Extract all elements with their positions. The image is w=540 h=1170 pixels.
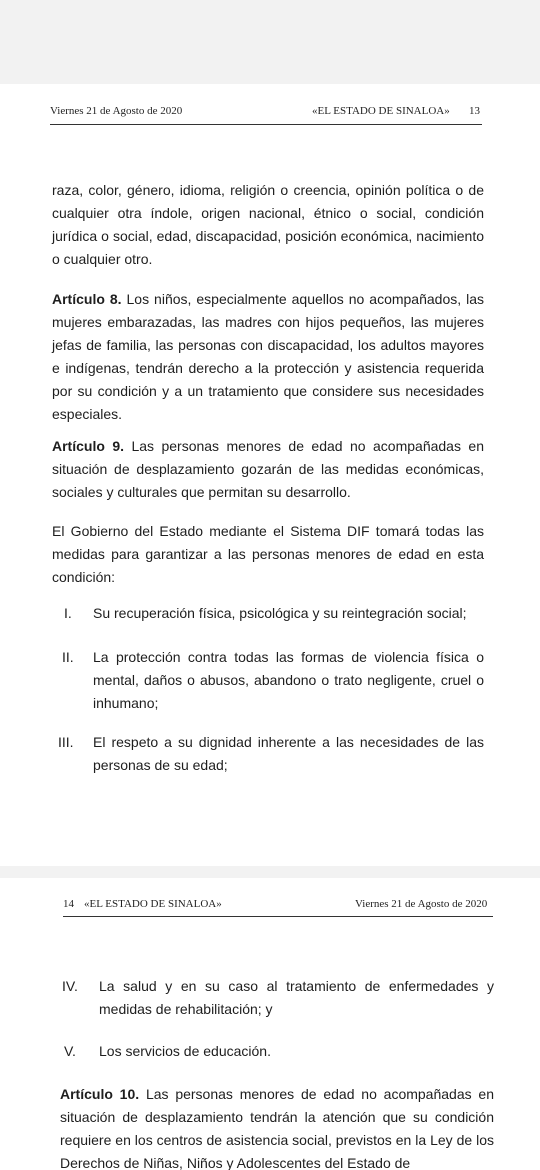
header-page-number: 14 (63, 898, 74, 910)
list-item-number: I. (64, 605, 72, 621)
page-13 (0, 84, 540, 866)
list-item-text: La salud y en su caso al tratamiento de enfermedades y medidas de rehabilitación; y (99, 978, 494, 1017)
list-item-iv (62, 975, 494, 1021)
article-10-heading: Artículo 10. (60, 1086, 140, 1102)
paragraph-text: raza, color, género, idioma, religión o creencia, opinión política o de cualquier otra índole, origen nacional, étnico o social, condición jurídica o social, edad, discapacidad, posición económica, nacimiento o cualquier otro. (52, 182, 484, 267)
header-rule (63, 916, 493, 917)
list-item-ii (62, 646, 484, 715)
header-publication: «EL ESTADO DE SINALOA» (84, 898, 222, 910)
header-rule (50, 124, 482, 125)
article-9-text: Las personas menores de edad no acompañadas en situación de desplazamiento gozarán de las medidas económicas, sociales y culturales que permitan su desarrollo. (52, 438, 484, 500)
article-10 (60, 1083, 494, 1170)
page-14 (0, 878, 540, 1170)
list-item-i (64, 602, 484, 625)
article-8-text: Los niños, especialmente aquellos no acompañados, las mujeres embarazadas, las madres con hijos pequeños, las mujeres jefas de familia, las personas con discapacidad, los adultos mayores e indígenas, tendrán derecho a la protección y asistencia requerida por su condición y a un tratamiento que considere sus necesidades especiales. (52, 291, 484, 422)
header-publication: «EL ESTADO DE SINALOA» (312, 105, 450, 117)
list-item-text: El respeto a su dignidad inherente a las necesidades de las personas de su edad; (93, 734, 484, 773)
list-item-number: V. (64, 1043, 76, 1059)
article-9 (52, 435, 484, 504)
paragraph-text: El Gobierno del Estado mediante el Sistema DIF tomará todas las medidas para garantizar a las personas menores de edad en esta condición: (52, 523, 484, 585)
header-date: Viernes 21 de Agosto de 2020 (50, 105, 183, 117)
article-8-heading: Artículo 8. (52, 291, 122, 307)
list-item-iii (58, 731, 484, 777)
header-page-number: 13 (469, 105, 480, 117)
list-item-number: IV. (62, 978, 78, 994)
list-item-number: II. (62, 649, 74, 665)
list-item-text: La protección contra todas las formas de violencia física o mental, daños o abusos, abandono o trato negligente, cruel o inhumano; (93, 649, 484, 711)
list-item-v (64, 1040, 494, 1063)
article-8 (52, 288, 484, 426)
header-date: Viernes 21 de Agosto de 2020 (355, 898, 488, 910)
article-10-text: Las personas menores de edad no acompañadas en situación de desplazamiento tendrán la atención que su condición requiere en los centros de asistencia social, previstos en la Ley de los Derechos de Niñas, Niños y Adolescentes del Estado de (60, 1086, 494, 1170)
paragraph-gobierno (52, 520, 484, 589)
list-item-number: III. (58, 734, 74, 750)
list-item-text: Su recuperación física, psicológica y su reintegración social; (93, 605, 467, 621)
paragraph-continuation (52, 179, 484, 271)
list-item-text: Los servicios de educación. (99, 1043, 271, 1059)
article-9-heading: Artículo 9. (52, 438, 125, 454)
